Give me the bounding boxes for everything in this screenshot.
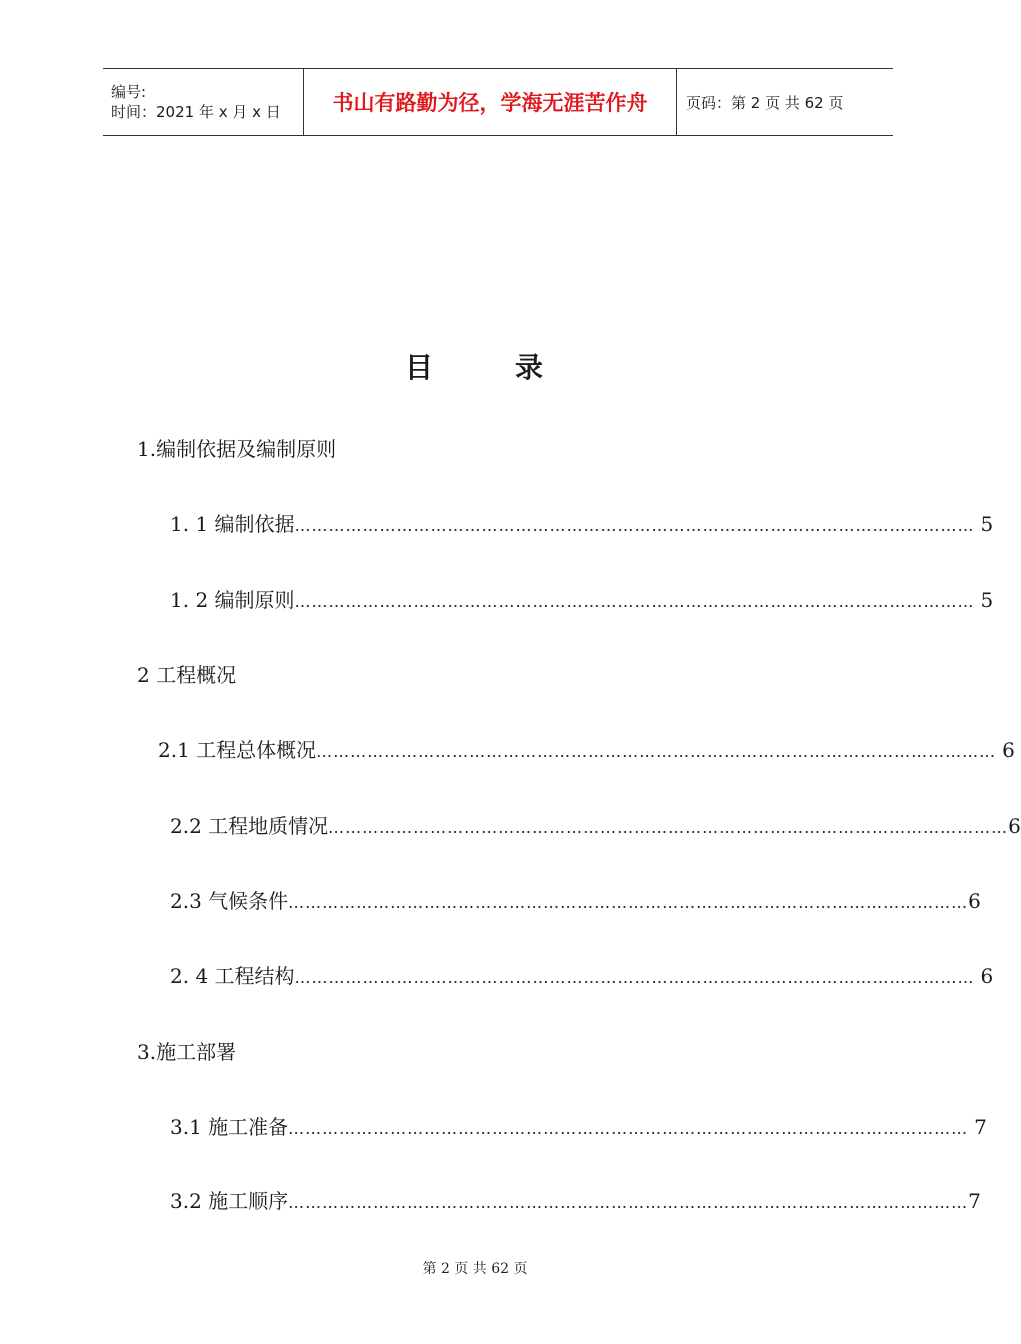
toc-leader-dots: ………………………………………………………………………………………………………… (316, 742, 997, 761)
toc-entry-label: 2.1 工程总体概况 (158, 738, 317, 762)
document-number-label: 编号: (111, 83, 147, 101)
toc-leader-dots: ………………………………………………………………………………………………………… (288, 893, 969, 912)
page-footer: 第 2 页 共 62 页 (422, 1261, 528, 1277)
toc-entry-page: 6 (1002, 738, 1015, 762)
toc-leader-dots: ………………………………………………………………………………………………………… (328, 818, 1009, 837)
header-meta (103, 69, 303, 135)
toc-leader-dots: ………………………………………………………………………………………………………… (288, 1119, 969, 1138)
header-page-info: 页码：第 2 页 共 62 页 (686, 93, 844, 112)
header-motto: 书山有路勤为径，学海无涯苦作舟 (303, 69, 677, 135)
toc-section-2[interactable]: 2 工程概况 (137, 663, 237, 687)
toc-entry-page: 7 (974, 1115, 987, 1139)
page-header (103, 68, 893, 136)
toc-entry-1-1[interactable] (170, 512, 994, 538)
document-date: 时间：2021 年 x 月 x 日 (111, 103, 281, 121)
toc-title-right: 录 (515, 351, 546, 384)
toc-entry-2-2[interactable] (170, 814, 1021, 840)
toc-entry-page: 6 (1008, 814, 1021, 838)
toc-entry-2-3[interactable] (170, 889, 981, 915)
toc-entry-page: 5 (980, 588, 994, 612)
toc-entry-page: 7 (968, 1189, 981, 1213)
toc-entry-label: 3.1 施工准备 (170, 1115, 289, 1139)
toc-entry-label: 1. 1 编制依据 (170, 512, 295, 536)
toc-entry-page: 5 (980, 512, 994, 536)
toc-entry-1-2[interactable] (170, 588, 994, 614)
toc-entry-page: 6 (968, 889, 981, 913)
toc-entry-3-1[interactable] (170, 1115, 987, 1141)
toc-leader-dots: ………………………………………………………………………………………………………… (294, 968, 975, 987)
toc-entry-2-1[interactable] (158, 738, 1015, 764)
toc-entry-label: 1. 2 编制原则 (170, 588, 295, 612)
toc-entry-3-2[interactable] (170, 1189, 981, 1215)
toc-leader-dots: ………………………………………………………………………………………………………… (294, 516, 975, 535)
toc-title-left: 目 (404, 351, 435, 384)
toc-entry-page: 6 (980, 964, 994, 988)
toc-entry-label: 2. 4 工程结构 (170, 964, 295, 988)
toc-leader-dots: ………………………………………………………………………………………………………… (294, 592, 975, 611)
toc-title (0, 346, 950, 386)
toc-entry-label: 2.2 工程地质情况 (170, 814, 329, 838)
toc-entry-2-4[interactable] (170, 964, 994, 990)
toc-entry-label: 2.3 气候条件 (170, 889, 289, 913)
toc-entry-label: 3.2 施工顺序 (170, 1189, 289, 1213)
toc-section-3[interactable]: 3.施工部署 (137, 1040, 237, 1064)
toc-section-1[interactable]: 1.编制依据及编制原则 (137, 437, 337, 461)
toc-leader-dots: ………………………………………………………………………………………………………… (288, 1193, 969, 1212)
